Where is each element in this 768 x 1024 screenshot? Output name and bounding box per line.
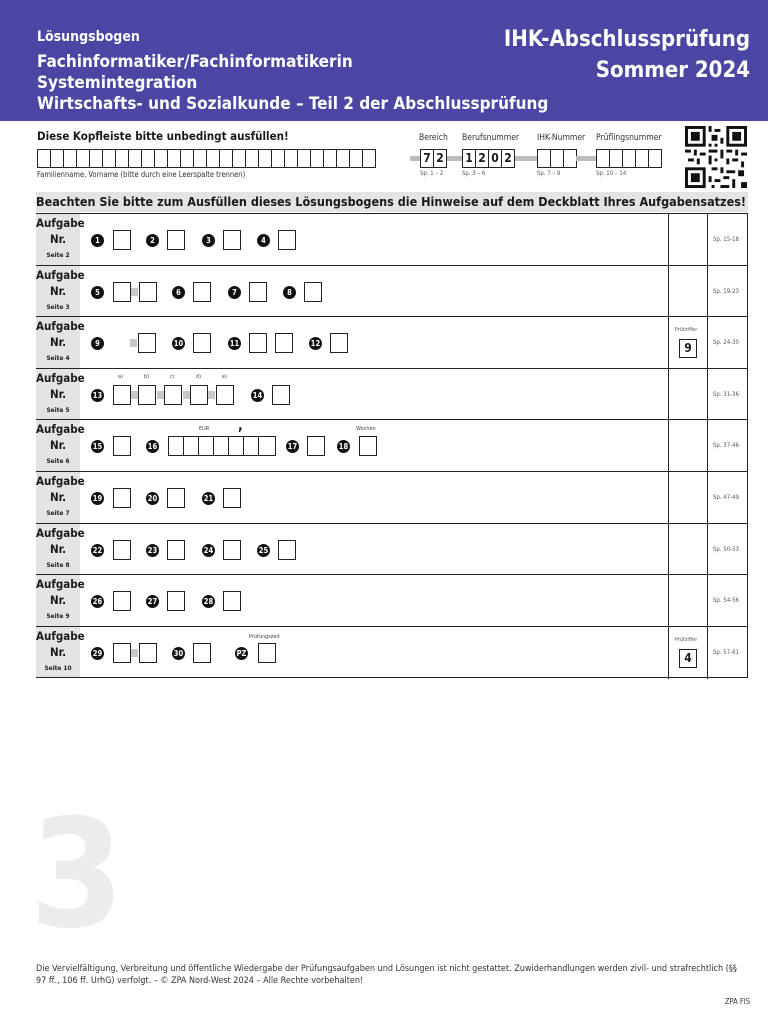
answer-box[interactable] [167,540,185,560]
column-divider [668,266,669,318]
column-divider [668,524,669,576]
answer-box[interactable] [272,385,290,405]
question-number-badge: 9 [91,337,104,350]
question-number-badge: 13 [92,390,103,400]
question-number-badge: 19 [92,494,103,503]
input-cell[interactable] [50,149,64,168]
name-field[interactable] [37,149,375,168]
nr-label: Nr. [49,335,67,350]
question-number-badge: 21 [203,494,214,503]
spalten-label: Sp. 50-53 [713,545,739,553]
column-divider [668,214,669,266]
aufgabe-label: Aufgabe [36,319,85,334]
cell-connector [130,339,137,347]
cell-connector [183,391,190,399]
aufgabe-label-cell [36,317,85,368]
nr-label: Nr. [49,386,67,401]
answer-box[interactable] [190,385,208,405]
input-cell[interactable]: 2 [475,149,489,168]
input-cell[interactable] [284,149,298,168]
aufgabe-label-cell [36,266,85,317]
eur-label: EUR [199,426,210,433]
answer-box[interactable] [223,488,241,508]
aufgabe-label: Aufgabe [36,525,85,540]
input-cell[interactable]: 1 [462,149,476,168]
input-cell[interactable] [362,149,376,168]
question-number-badge: 22 [92,545,103,555]
answer-box[interactable] [258,436,276,456]
question-number-badge: 14 [252,390,263,400]
prueffiffer-box: 9 [679,339,697,358]
answer-box[interactable] [113,591,131,611]
answer-box[interactable] [167,591,185,611]
answer-box[interactable] [164,385,182,405]
input-cell[interactable] [76,149,90,168]
column-divider [707,472,708,524]
input-cell[interactable] [63,149,77,168]
answer-box[interactable] [113,488,131,508]
question-number-badge: 11 [229,339,240,349]
aufgabe-label-cell [36,472,85,523]
column-divider [668,575,669,627]
input-cell[interactable] [323,149,337,168]
seite-label: Seite 4 [46,354,70,363]
question-number-badge: 6 [172,286,185,299]
aufgabe-label: Aufgabe [36,267,85,282]
aufgabe-label: Aufgabe [36,216,85,230]
cell-connector [131,649,138,657]
input-cell[interactable] [336,149,350,168]
question-number-badge: 25 [258,545,269,555]
answer-box[interactable] [275,333,293,353]
input-cell[interactable] [219,149,233,168]
answer-box[interactable] [113,643,131,663]
document-type: Lösungsbogen [37,29,140,45]
answer-box[interactable] [113,385,131,405]
answer-box[interactable] [258,643,276,663]
aufgabe-label-cell [36,627,85,678]
aufgabe-row [36,471,748,523]
cell-connector [208,391,215,399]
aufgabe-row [36,574,748,626]
separator [447,156,462,161]
aufgabe-label: Aufgabe [36,628,85,643]
column-divider [668,317,669,369]
question-number-badge: 29 [92,648,103,658]
prueffiffer-box: 4 [679,649,697,668]
berufsnummer-field[interactable] [462,149,514,168]
question-number-badge: 15 [92,442,103,452]
answer-box[interactable] [193,643,211,663]
nr-label: Nr. [49,593,67,608]
input-cell[interactable] [609,149,623,168]
question-number-badge: 12 [310,339,321,349]
cell-connector [157,391,164,399]
spalten-label: Sp. 15-18 [713,236,739,243]
question-number-badge: 26 [92,597,103,607]
question-number-badge: 24 [203,545,214,555]
separator [410,156,420,161]
bereich-field[interactable] [420,149,446,168]
column-divider [707,266,708,318]
aufgabe-label-cell [36,420,85,471]
input-cell[interactable] [102,149,116,168]
answer-box[interactable] [139,643,157,663]
pruefling-sp: Sp. 10 – 14 [596,170,627,177]
question-number-badge: 5 [91,286,104,299]
answer-box[interactable] [278,540,296,560]
spalten-label: Sp. 57-61 [713,648,739,656]
sub-question-label: c) [170,373,175,380]
input-cell[interactable] [115,149,129,168]
input-cell[interactable] [37,149,51,168]
question-number-badge: 16 [147,442,158,452]
input-cell[interactable] [563,149,577,168]
input-cell[interactable] [537,149,551,168]
input-cell[interactable]: 0 [488,149,502,168]
seite-label: Seite 3 [46,302,70,311]
sub-question-label: a) [118,373,123,380]
nr-label: Nr. [49,232,67,246]
exam-part: Wirtschafts- und Sozialkunde – Teil 2 der Abschlussprüfung [37,94,549,114]
column-divider [707,369,708,421]
input-cell[interactable] [154,149,168,168]
answer-box[interactable] [359,436,377,456]
input-cell[interactable] [167,149,181,168]
seite-label: Seite 7 [46,509,70,517]
prueffiffer-label: Prüfziffer [675,327,698,334]
spalten-label: Sp. 19-23 [713,287,739,295]
input-cell[interactable] [232,149,246,168]
sub-question-label: d) [196,373,202,380]
input-cell[interactable] [648,149,662,168]
sub-question-label: e) [222,373,227,380]
cell-connector [131,288,138,296]
footer-code: ZPA FIS [724,997,750,1006]
input-cell[interactable] [310,149,324,168]
answer-box[interactable] [167,488,185,508]
nr-label: Nr. [49,283,67,298]
input-cell[interactable] [271,149,285,168]
question-number-badge: 20 [147,494,158,503]
answer-box[interactable] [249,282,267,302]
answer-box[interactable] [113,282,131,302]
aufgabe-label-cell [36,369,85,420]
separator [576,156,596,161]
column-divider [668,472,669,524]
question-number-badge: 4 [257,234,270,247]
input-cell[interactable] [622,149,636,168]
answer-box[interactable] [138,333,156,353]
aufgabe-row [36,419,748,471]
pruefling-label: Prüflingsnummer [596,133,662,143]
exam-term: Sommer 2024 [595,58,750,83]
berufsnummer-sp: Sp. 3 – 6 [462,170,486,177]
question-number-badge: 8 [283,286,296,299]
wochen-label: Wochen [356,426,376,433]
qr-code-icon [685,126,747,188]
aufgabe-label: Aufgabe [36,422,85,437]
specialization: Systemintegration [37,73,198,93]
answer-box[interactable] [223,591,241,611]
question-number-badge: 27 [147,597,158,607]
seite-label: Seite 8 [46,560,70,569]
input-cell[interactable] [596,149,610,168]
answer-box[interactable] [139,282,157,302]
pruefling-field[interactable] [596,149,661,168]
bereich-sp: Sp. 1 – 2 [420,170,444,177]
aufgabe-label-cell [36,214,85,265]
seite-label: Seite 2 [46,251,70,259]
input-cell[interactable] [258,149,272,168]
grid-right-border [747,213,748,677]
berufsnummer-label: Berufsnummer [462,133,520,143]
answer-box[interactable] [307,436,325,456]
column-divider [707,420,708,472]
grid-bottom-border [36,677,748,678]
input-cell[interactable]: 2 [501,149,515,168]
answer-box[interactable] [113,230,131,250]
input-cell[interactable] [206,149,220,168]
instructions-banner: Beachten Sie bitte zum Ausfüllen dieses Lösungsbogens die Hinweise auf dem Deckblatt Ihres Aufgabensatzes! [36,192,748,212]
column-divider [707,317,708,369]
input-cell[interactable]: 7 [420,149,434,168]
spalten-label: Sp. 24-30 [713,339,739,347]
question-number-badge: 10 [173,339,184,349]
input-cell[interactable] [193,149,207,168]
question-number-badge: 18 [338,442,349,452]
question-number-badge: PZ [236,648,247,658]
question-number-badge: 30 [173,648,184,658]
seite-label: Seite 5 [46,405,70,414]
answer-box[interactable] [138,385,156,405]
answer-box[interactable] [223,230,241,250]
answer-box[interactable] [113,436,131,456]
seite-label: Seite 9 [46,612,70,621]
answer-box[interactable] [249,333,267,353]
answer-box[interactable] [330,333,348,353]
input-cell[interactable] [245,149,259,168]
seite-label: Seite 10 [44,663,72,672]
input-cell[interactable] [89,149,103,168]
input-cell[interactable] [550,149,564,168]
column-divider [668,627,669,679]
aufgabe-row [36,265,748,317]
answer-box[interactable] [278,230,296,250]
question-number-badge: 7 [228,286,241,299]
spalten-label: Sp. 37-46 [713,442,739,450]
copyright-footer: Die Vervielfältigung, Verbreitung und öffentliche Wiedergabe der Prüfungsaufgaben und Lösungen ist nicht gestattet. Zuwiderhandlungen werden zivil- und strafrechtlich (§§ 97 ff., 106 ff. UrhG) verfolgt. – © ZPA Nord-West 2024 – Alle Rechte vorbehalten! [36,964,737,986]
answer-box[interactable] [193,282,211,302]
exam-title: IHK-Abschlussprüfung [503,27,750,52]
input-cell[interactable] [128,149,142,168]
column-divider [707,627,708,679]
seite-label: Seite 6 [46,457,70,466]
aufgabe-label: Aufgabe [36,370,85,385]
column-divider [707,214,708,266]
column-divider [668,369,669,421]
column-divider [707,524,708,576]
decimal-comma: , [238,418,243,435]
separator [515,156,537,161]
answer-box[interactable] [223,540,241,560]
answer-box[interactable] [216,385,234,405]
kopfleiste-title: Diese Kopfleiste bitte unbedingt ausfüllen! [37,129,289,143]
background-number: 3 [30,788,124,962]
input-cell[interactable] [141,149,155,168]
answer-box[interactable] [304,282,322,302]
input-cell[interactable] [349,149,363,168]
ihk-label: IHK-Nummer [537,133,586,143]
prueffiffer-label: Prüfziffer [675,636,698,643]
nr-label: Nr. [49,644,67,659]
question-number-badge: 2 [146,234,159,247]
cell-connector [131,391,138,399]
pruefungszeit-label: Prüfungszeit [249,633,280,640]
aufgabe-row [36,626,748,678]
header-band [0,0,768,121]
aufgabe-label: Aufgabe [36,474,85,488]
answer-box[interactable] [193,333,211,353]
spalten-label: Sp. 47-49 [713,494,739,501]
ihk-field[interactable] [537,149,576,168]
aufgabe-row [36,316,748,368]
question-number-badge: 23 [147,545,158,555]
answer-box[interactable] [113,540,131,560]
question-number-badge: 28 [203,597,214,607]
bereich-label: Bereich [419,133,448,143]
ihk-sp: Sp. 7 – 9 [537,170,561,177]
column-divider [668,420,669,472]
profession-title: Fachinformatiker/Fachinformatikerin [37,52,353,72]
aufgabe-label-cell [36,524,85,575]
input-cell[interactable] [635,149,649,168]
sub-question-label: b) [144,373,150,380]
nr-label: Nr. [49,438,67,453]
spalten-label: Sp. 31-36 [713,390,739,398]
aufgabe-row [36,368,748,420]
aufgabe-row [36,523,748,575]
aufgabe-row [36,213,748,265]
question-number-badge: 1 [91,234,104,247]
name-hint: Familienname, Vorname (bitte durch eine Leerspalte trennen) [37,170,246,179]
aufgabe-label: Aufgabe [36,577,85,592]
input-cell[interactable] [180,149,194,168]
input-cell[interactable] [297,149,311,168]
spalten-label: Sp. 54-56 [713,597,739,605]
question-number-badge: 3 [202,234,215,247]
column-divider [707,575,708,627]
question-number-badge: 17 [287,442,298,452]
answer-box[interactable] [167,230,185,250]
nr-label: Nr. [49,541,67,556]
aufgabe-label-cell [36,575,85,626]
input-cell[interactable]: 2 [433,149,447,168]
nr-label: Nr. [49,490,67,504]
